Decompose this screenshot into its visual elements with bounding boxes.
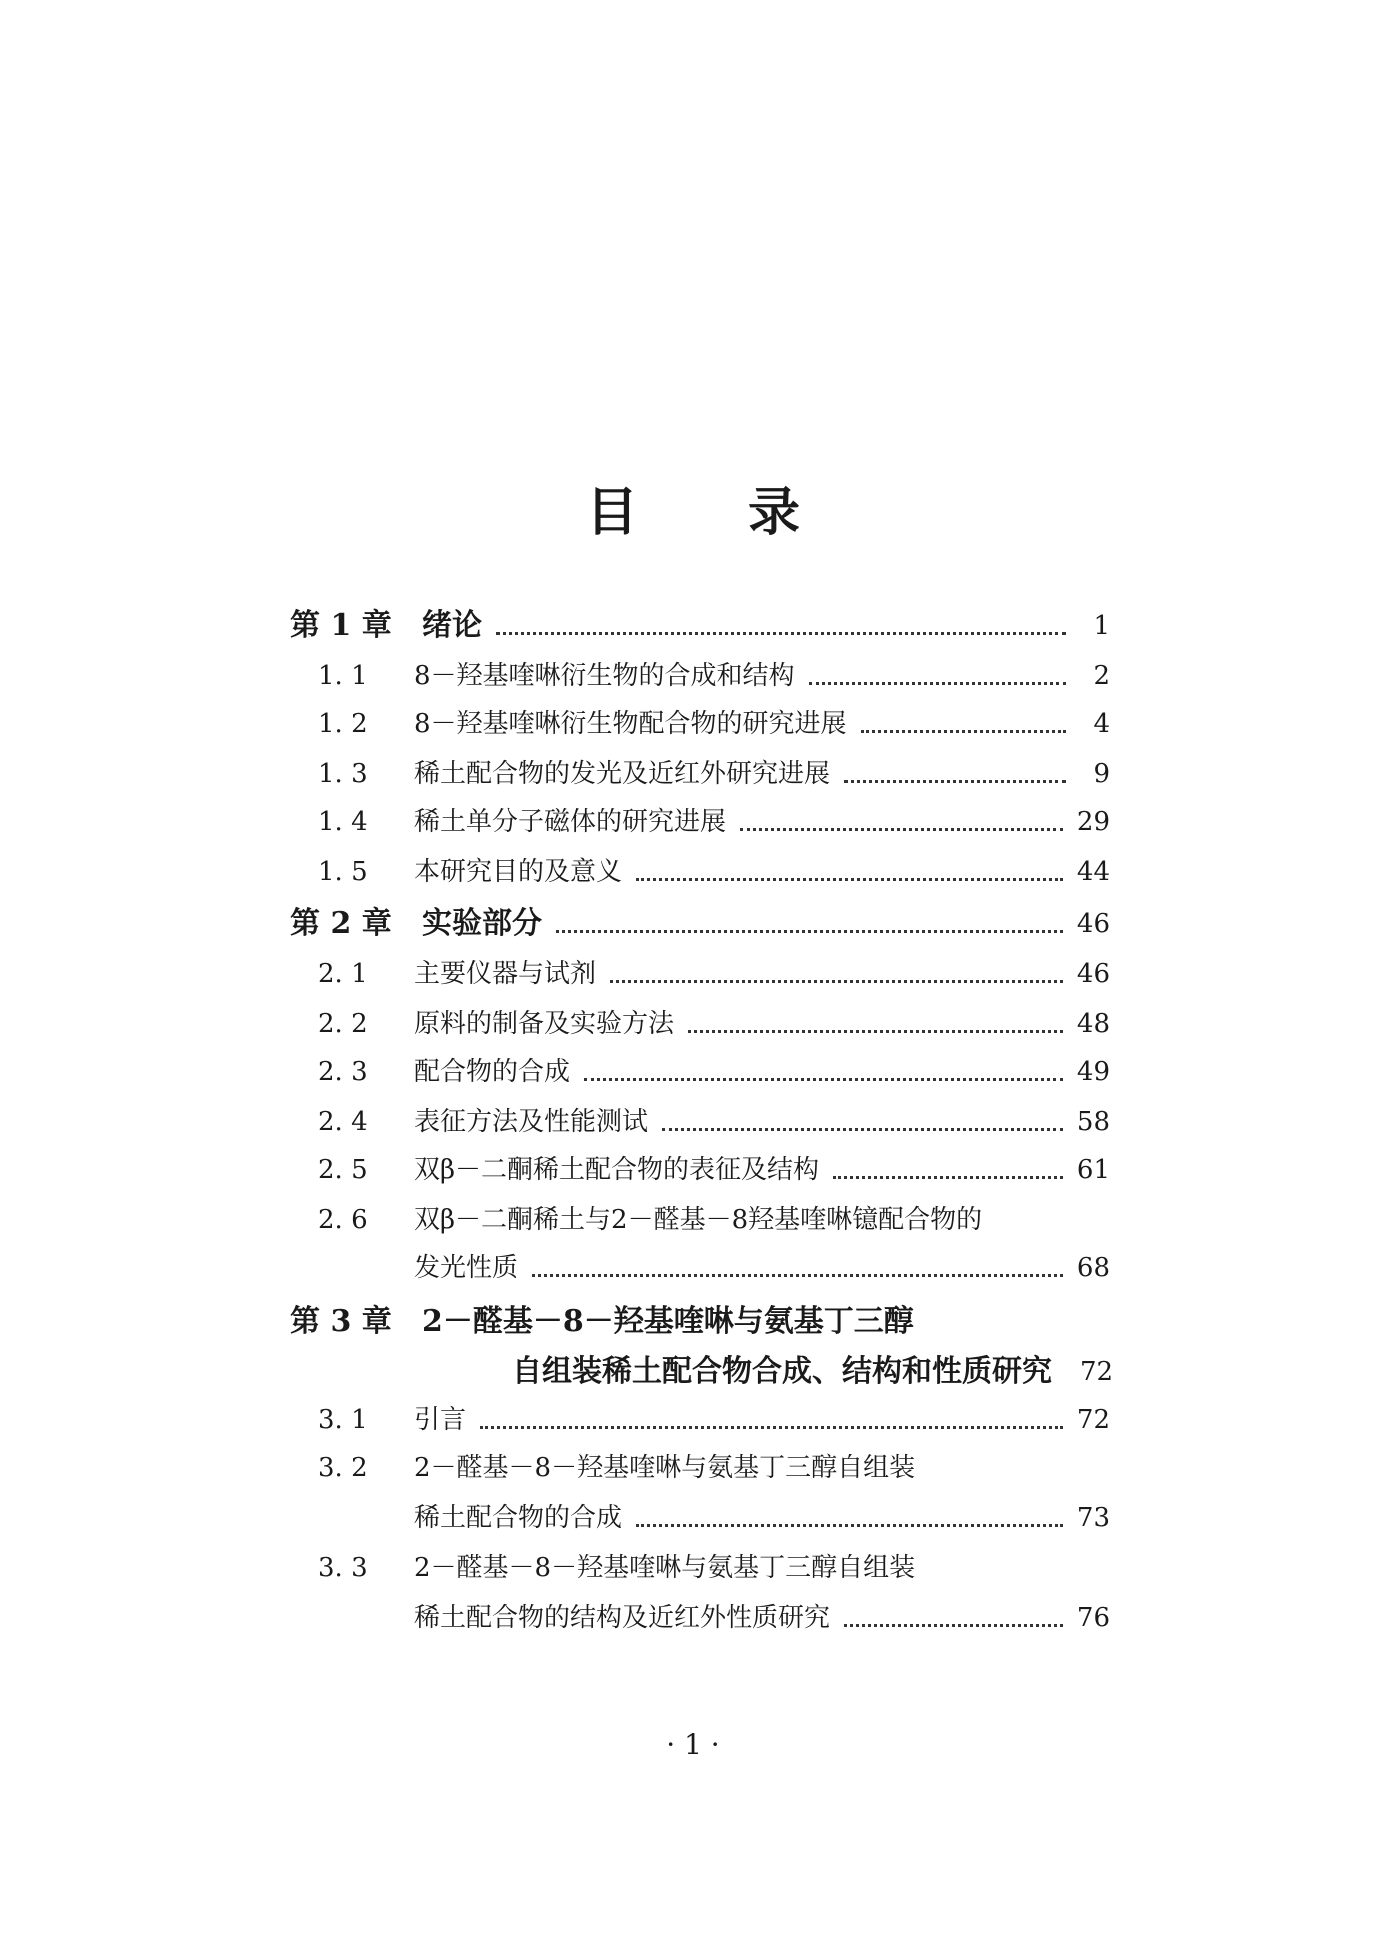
toc-dot-leader: [480, 1426, 1063, 1429]
toc-section-entry[interactable]: [290, 1004, 1110, 1044]
toc-entry-title: 8－羟基喹啉衍生物的合成和结构: [414, 661, 795, 691]
toc-dot-leader: [610, 980, 1063, 983]
toc-section-entry[interactable]: [290, 1400, 1110, 1440]
toc-section-entry[interactable]: [290, 1052, 1110, 1092]
toc-dot-leader: [861, 730, 1066, 733]
toc-section-entry[interactable]: [290, 1448, 1110, 1488]
toc-dot-leader: [662, 1128, 1063, 1131]
toc-entry-number: 第 2 章: [290, 906, 392, 941]
toc-entry-title: 配合物的合成: [414, 1057, 571, 1087]
toc-chapter-entry[interactable]: [290, 1302, 1110, 1342]
toc-dot-leader: [844, 1624, 1063, 1627]
toc-entry-title: 原料的制备及实验方法: [414, 1009, 675, 1039]
toc-section-entry[interactable]: [290, 1548, 1110, 1588]
toc-title-char-1: 目: [585, 482, 638, 543]
toc-entry-number: 3. 2: [318, 1453, 368, 1483]
toc-entry-number: 1. 5: [318, 857, 368, 887]
toc-page-number: 44: [1076, 857, 1110, 887]
toc-dot-leader: [584, 1078, 1063, 1081]
toc-entry-title: 自组装稀土配合物合成、结构和性质研究: [512, 1354, 1052, 1389]
toc-entry-number: 3. 1: [318, 1405, 368, 1435]
toc-entry-number: 1. 4: [318, 807, 368, 837]
toc-entry-title: 2－醛基－8－羟基喹啉与氨基丁三醇自组装: [414, 1453, 916, 1483]
toc-entry-number: 2. 1: [318, 959, 368, 989]
toc-entry-title: 绪论: [422, 608, 482, 643]
toc-entry-title: 2－醛基－8－羟基喹啉与氨基丁三醇: [422, 1304, 914, 1339]
toc-section-entry[interactable]: [290, 1200, 1110, 1240]
toc-dot-leader: [532, 1274, 1063, 1277]
toc-section-entry[interactable]: [290, 704, 1110, 744]
toc-entry-number: 1. 3: [318, 759, 368, 789]
toc-section-entry[interactable]: [290, 1248, 1110, 1288]
toc-entry-title: 2－醛基－8－羟基喹啉与氨基丁三醇自组装: [414, 1553, 916, 1583]
toc-section-entry[interactable]: [290, 954, 1110, 994]
toc-entry-number: 2. 2: [318, 1009, 368, 1039]
toc-entry-title: 稀土单分子磁体的研究进展: [414, 807, 727, 837]
toc-page-number: 1: [1093, 611, 1110, 641]
toc-page-number: 49: [1076, 1057, 1110, 1087]
toc-entry-title: 实验部分: [422, 906, 542, 941]
toc-title: [0, 470, 1386, 545]
toc-dot-leader: [833, 1176, 1063, 1179]
toc-page-number: 4: [1093, 709, 1110, 739]
toc-page-number: 29: [1076, 807, 1110, 837]
toc-title-char-2: 录: [748, 482, 801, 543]
toc-section-entry[interactable]: [290, 852, 1110, 892]
toc-entry-title: 8－羟基喹啉衍生物配合物的研究进展: [414, 709, 847, 739]
toc-entry-title: 双β－二酮稀土配合物的表征及结构: [414, 1155, 820, 1185]
toc-entry-title: 稀土配合物的结构及近红外性质研究: [414, 1603, 831, 1633]
toc-entry-title: 本研究目的及意义: [414, 857, 623, 887]
toc-entry-title: 引言: [414, 1405, 467, 1435]
toc-entry-number: 第 1 章: [290, 608, 392, 643]
toc-page-number: 46: [1076, 959, 1110, 989]
toc-page-number: 68: [1076, 1253, 1110, 1283]
toc-dot-leader: [496, 632, 1066, 635]
toc-dot-leader: [844, 780, 1066, 783]
toc-section-entry[interactable]: [290, 802, 1110, 842]
toc-page-number: 9: [1093, 759, 1110, 789]
toc-page-number: 48: [1076, 1009, 1110, 1039]
toc-page-number: 58: [1076, 1107, 1110, 1137]
toc-section-entry[interactable]: [290, 754, 1110, 794]
toc-dot-leader: [636, 878, 1063, 881]
toc-page-number: 72: [1080, 1357, 1114, 1387]
toc-entry-number: 1. 2: [318, 709, 368, 739]
toc-entry-number: 3. 3: [318, 1553, 368, 1583]
toc-page-number: 61: [1076, 1155, 1110, 1185]
toc-section-entry[interactable]: [290, 1150, 1110, 1190]
toc-dot-leader: [636, 1524, 1063, 1527]
toc-dot-leader: [809, 682, 1066, 685]
toc-section-entry[interactable]: [290, 1598, 1110, 1638]
toc-dot-leader: [688, 1030, 1063, 1033]
toc-page-number: 46: [1076, 909, 1110, 939]
toc-entry-title: 双β－二酮稀土与2－醛基－8羟基喹啉镱配合物的: [414, 1205, 983, 1235]
toc-page-number: 73: [1076, 1503, 1110, 1533]
toc-entry-number: 1. 1: [318, 661, 368, 691]
toc-dot-leader: [556, 930, 1063, 933]
toc-entry-title: 主要仪器与试剂: [414, 959, 597, 989]
toc-entry-number: 2. 5: [318, 1155, 368, 1185]
toc-section-entry[interactable]: [290, 1498, 1110, 1538]
toc-entry-title: 稀土配合物的合成: [414, 1503, 623, 1533]
toc-page-number: 2: [1093, 661, 1110, 691]
toc-chapter-entry[interactable]: [290, 1352, 1114, 1392]
toc-entry-title: 表征方法及性能测试: [414, 1107, 649, 1137]
toc-chapter-entry[interactable]: [290, 606, 1110, 646]
toc-entry-title: 发光性质: [414, 1253, 519, 1283]
toc-section-entry[interactable]: [290, 656, 1110, 696]
toc-entry-number: 第 3 章: [290, 1304, 392, 1339]
toc-section-entry[interactable]: [290, 1102, 1110, 1142]
toc-page-number: 72: [1076, 1405, 1110, 1435]
toc-dot-leader: [740, 828, 1063, 831]
toc-entry-title: 稀土配合物的发光及近红外研究进展: [414, 759, 831, 789]
toc-chapter-entry[interactable]: [290, 904, 1110, 944]
toc-entry-number: 2. 3: [318, 1057, 368, 1087]
page-number: · 1 ·: [666, 1728, 720, 1761]
toc-page-number: 76: [1076, 1603, 1110, 1633]
toc-entry-number: 2. 6: [318, 1205, 368, 1235]
toc-entry-number: 2. 4: [318, 1107, 368, 1137]
